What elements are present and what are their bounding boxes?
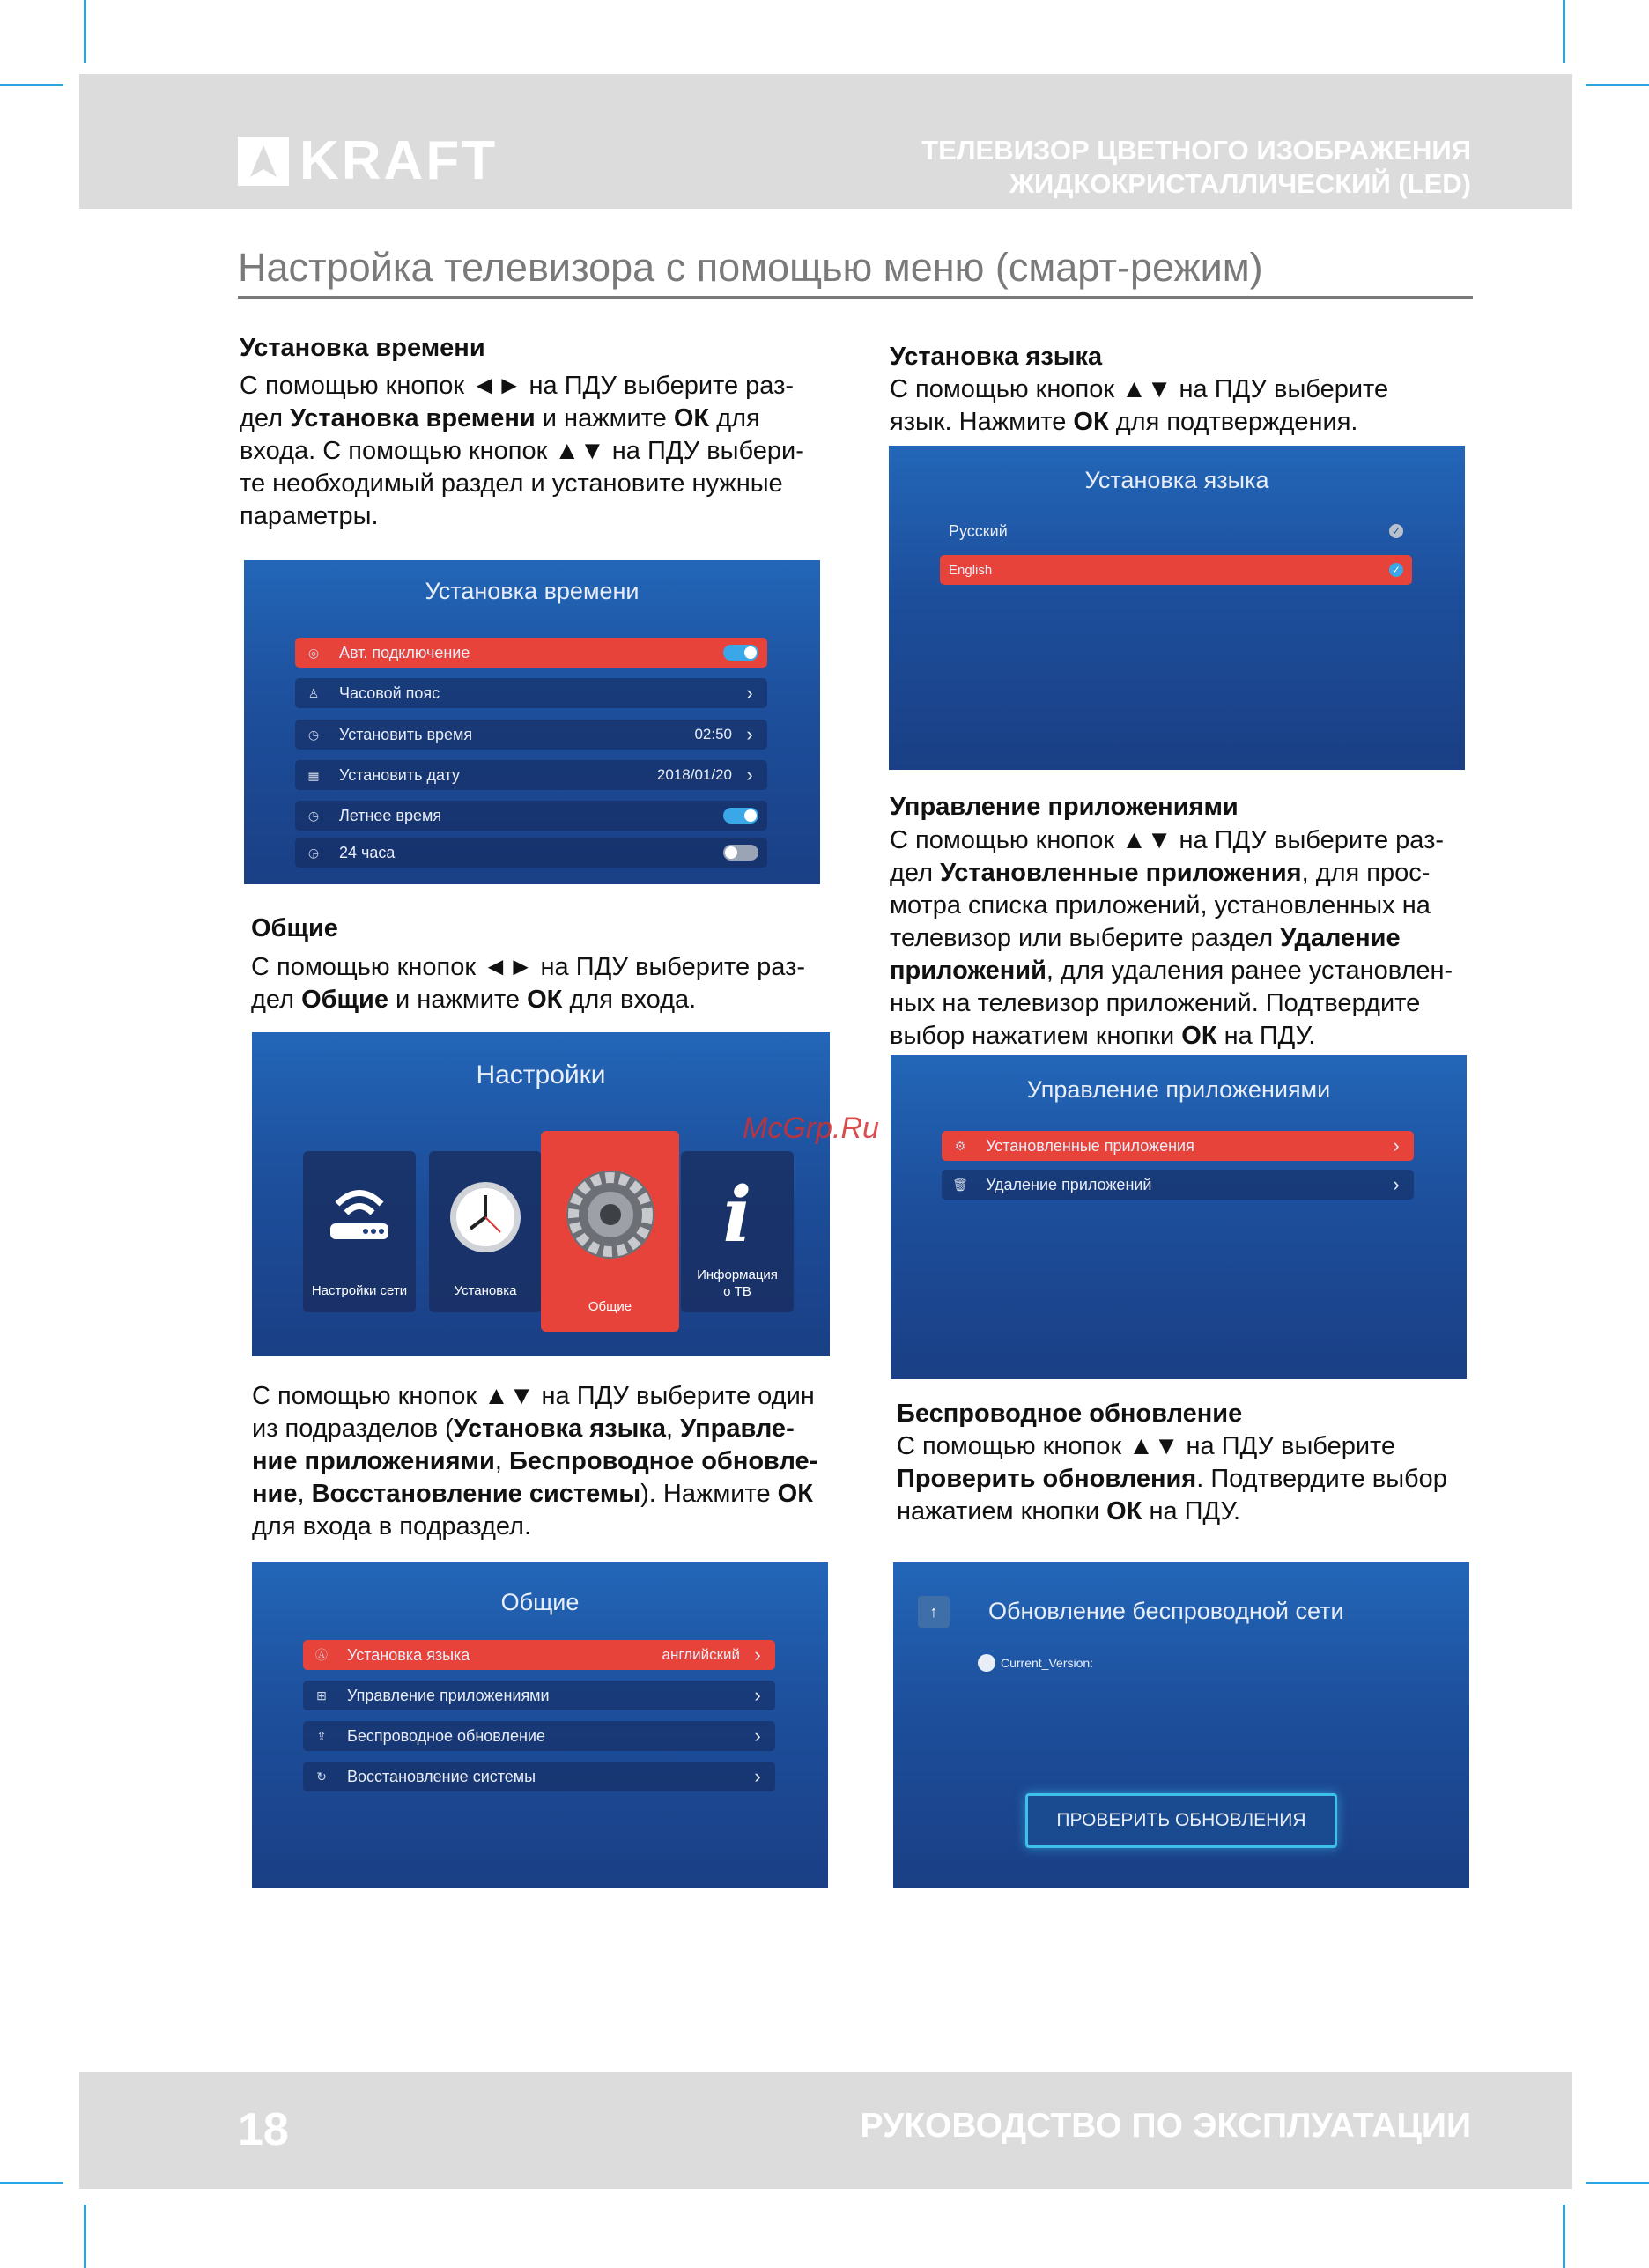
- row-label: Беспроводное обновление: [347, 1726, 545, 1745]
- version-label: Current_Version:: [1001, 1656, 1094, 1670]
- row-label: Установка языка: [347, 1645, 470, 1664]
- text-line: [890, 955, 1524, 987]
- text-line: [890, 857, 1524, 890]
- time-settings-screenshot: [244, 560, 820, 884]
- screen-title: Настройки: [476, 1060, 606, 1090]
- text-span: телевизор или выберите раздел: [890, 924, 1281, 952]
- settings-screenshot: [252, 1032, 830, 1356]
- text-span: , для прос-: [1301, 859, 1431, 887]
- check-updates-button[interactable]: ПРОВЕРИТЬ ОБНОВЛЕНИЯ: [1025, 1793, 1337, 1848]
- text-span: на ПДУ.: [1142, 1497, 1241, 1526]
- menu-row-auto-connect[interactable]: [295, 638, 767, 668]
- row-label: Русский: [949, 521, 1008, 540]
- text-span: выбор нажатием кнопки: [890, 1022, 1182, 1050]
- text-bold: ОК: [777, 1480, 813, 1508]
- crop-mark: [1586, 84, 1649, 86]
- chevron-right-icon: ›: [1393, 1134, 1400, 1156]
- text-line: С помощью кнопок ◄► на ПДУ выберите раз-: [251, 953, 806, 981]
- text-span: ,: [494, 1447, 509, 1475]
- router-wifi-icon: [320, 1178, 399, 1248]
- upload-icon: ↑: [918, 1596, 950, 1628]
- apps-heading: Управление приложениями: [890, 793, 1239, 821]
- text-span: . Подтвердите выбор: [1196, 1465, 1447, 1493]
- check-icon: ✓: [1389, 563, 1403, 577]
- general-heading: Общие: [251, 914, 338, 942]
- crop-mark: [1586, 2182, 1649, 2184]
- screen-title: Общие: [500, 1589, 580, 1615]
- text-line: [897, 1496, 1531, 1528]
- text-bold: ОК: [1181, 1022, 1217, 1050]
- text-span: , для удаления ранее установлен-: [1046, 957, 1453, 985]
- text-line: С помощью кнопок ▲▼ на ПДУ выберите один: [252, 1382, 815, 1410]
- text-bold: Проверить обновления: [897, 1465, 1197, 1493]
- text-bold: ОК: [1073, 408, 1109, 436]
- language-icon: Ⓐ: [315, 1648, 328, 1662]
- text-span: ,: [297, 1480, 312, 1508]
- text-span: и нажмите: [535, 404, 674, 432]
- language-paragraph: [890, 373, 1506, 439]
- language-heading: Установка языка: [890, 343, 1103, 371]
- toggle-on[interactable]: [723, 808, 758, 824]
- upload-icon: ⇪: [316, 1728, 327, 1743]
- general-paragraph: [251, 951, 868, 1016]
- header-title: [678, 134, 1471, 201]
- tile-network[interactable]: [303, 1151, 416, 1312]
- text-bold: Удаление: [1280, 924, 1401, 952]
- menu-row-language[interactable]: [303, 1640, 775, 1670]
- row-label: 24 часа: [339, 843, 396, 861]
- text-line: мотра списка приложений, установленных на: [890, 891, 1431, 920]
- clock-icon: ◷: [307, 727, 320, 742]
- text-span: для подтверждения.: [1108, 408, 1358, 436]
- clock-icon: [446, 1178, 525, 1257]
- text-line: [252, 1445, 877, 1478]
- tile-label-line: Информация: [697, 1267, 778, 1282]
- text-line: С помощью кнопок ▲▼ на ПДУ выберите: [890, 375, 1389, 403]
- text-bold: приложений: [890, 957, 1046, 985]
- clock-icon: ◷: [307, 808, 320, 823]
- row-label: Летнее время: [339, 806, 442, 824]
- menu-row-summer-time[interactable]: [295, 801, 767, 831]
- tile-setup[interactable]: [429, 1151, 542, 1312]
- text-line: С помощью кнопок ▲▼ на ПДУ выберите раз-: [890, 826, 1445, 854]
- text-bold: ОК: [673, 404, 710, 432]
- row-label: Авт. подключение: [339, 643, 470, 661]
- menu-row-system-restore[interactable]: [303, 1762, 775, 1791]
- row-label: English: [949, 562, 993, 578]
- refresh-icon: ↻: [316, 1769, 327, 1784]
- text-span: дел: [890, 859, 941, 887]
- clock-check-icon: ◶: [307, 845, 320, 860]
- chevron-right-icon: ›: [754, 1725, 761, 1747]
- tile-label: Общие: [588, 1299, 632, 1314]
- section-title: Настройка телевизора с помощью меню (смарт-режим): [238, 245, 1473, 299]
- brand-logo: [238, 130, 499, 191]
- text-line: С помощью кнопок ▲▼ на ПДУ выберите: [897, 1432, 1396, 1460]
- info-circle-icon: [978, 1654, 995, 1672]
- text-line: С помощью кнопок ◄► на ПДУ выберите раз-: [240, 372, 795, 400]
- text-bold: Беспроводное обновле-: [508, 1447, 818, 1475]
- text-line: параметры.: [240, 502, 379, 530]
- text-line: [240, 403, 856, 435]
- crop-mark: [84, 2205, 86, 2268]
- row-label: Восстановление системы: [347, 1767, 536, 1785]
- time-paragraph: [240, 370, 856, 533]
- screen-title: Установка времени: [425, 578, 640, 604]
- menu-row-24h[interactable]: [295, 838, 767, 868]
- text-span: ). Нажмите: [640, 1480, 778, 1508]
- watermark: McGrp.Ru: [743, 1112, 879, 1145]
- row-value: английский: [662, 1646, 740, 1663]
- text-bold: ние: [252, 1480, 298, 1508]
- screen-title: Управление приложениями: [1026, 1076, 1331, 1103]
- text-bold: Установка времени: [290, 404, 536, 432]
- menu-row-wireless-update[interactable]: [303, 1721, 775, 1751]
- text-span: нажатием кнопки: [897, 1497, 1107, 1526]
- language-screenshot: [889, 446, 1465, 770]
- info-icon: i: [722, 1171, 752, 1260]
- chevron-right-icon: ›: [754, 1644, 761, 1666]
- text-line: ных на телевизор приложений. Подтвердите: [890, 989, 1421, 1017]
- text-span: на ПДУ.: [1216, 1022, 1316, 1050]
- row-label: Установить дату: [339, 765, 461, 784]
- wireless-update-screenshot: [893, 1562, 1469, 1888]
- text-span: для входа.: [562, 986, 697, 1014]
- chevron-right-icon: ›: [754, 1684, 761, 1706]
- menu-row-set-date[interactable]: [295, 760, 767, 790]
- text-bold: Восстановление системы: [311, 1480, 641, 1508]
- crop-mark: [1563, 0, 1565, 63]
- text-bold: ние приложениями: [252, 1447, 495, 1475]
- menu-row-uninstall-apps[interactable]: [942, 1170, 1414, 1200]
- screen-title: Установка языка: [1084, 467, 1269, 493]
- crop-mark: [1563, 2205, 1565, 2268]
- text-bold: Установка языка: [453, 1415, 667, 1443]
- text-span: ,: [666, 1415, 681, 1443]
- tile-general[interactable]: [541, 1131, 679, 1332]
- time-heading: Установка времени: [240, 334, 485, 362]
- chevron-right-icon: ›: [1393, 1173, 1400, 1195]
- chevron-right-icon: ›: [746, 723, 753, 745]
- current-version-row: [978, 1654, 1093, 1672]
- trash-icon: 🗑: [952, 1177, 968, 1192]
- text-line: [890, 1020, 1524, 1053]
- row-label: Управление приложениями: [347, 1686, 550, 1704]
- chevron-right-icon: ›: [754, 1765, 761, 1787]
- text-span: язык. Нажмите: [890, 408, 1074, 436]
- apps-icon: ⚙: [954, 1138, 966, 1153]
- text-bold: Управле-: [680, 1415, 795, 1443]
- tile-label: [681, 1267, 794, 1300]
- toggle-off[interactable]: [723, 845, 758, 861]
- text-bold: ОК: [527, 986, 563, 1014]
- text-line: [251, 984, 868, 1016]
- kraft-logo-icon: [238, 137, 289, 186]
- globe-icon: ◎: [307, 645, 320, 660]
- text-bold: ОК: [1106, 1497, 1142, 1526]
- text-span: и нажмите: [388, 986, 528, 1014]
- crop-mark: [0, 2182, 63, 2184]
- language-option-russian[interactable]: [940, 516, 1412, 546]
- row-label: Удаление приложений: [986, 1175, 1152, 1193]
- tile-label: Настройки сети: [311, 1283, 408, 1298]
- text-span: дел: [240, 404, 291, 432]
- language-option-english[interactable]: [940, 555, 1412, 585]
- text-line: [252, 1413, 877, 1445]
- tile-label-line: о ТВ: [723, 1284, 751, 1299]
- screen-title: Обновление беспроводной сети: [988, 1598, 1344, 1624]
- apps-grid-icon: ⊞: [316, 1688, 327, 1703]
- menu-row-set-time[interactable]: [295, 720, 767, 750]
- page-number: 18: [238, 2104, 289, 2155]
- text-line: входа. С помощью кнопок ▲▼ на ПДУ выбери-: [240, 437, 804, 465]
- subsections-paragraph: [252, 1380, 877, 1543]
- general-menu-screenshot: [252, 1562, 828, 1888]
- footer-title: РУКОВОДСТВО ПО ЭКСПЛУАТАЦИИ: [860, 2107, 1471, 2145]
- menu-row-timezone[interactable]: [295, 678, 767, 708]
- crop-mark: [0, 84, 63, 86]
- text-span: дел: [251, 986, 302, 1014]
- gear-icon: [562, 1166, 659, 1263]
- chevron-right-icon: ›: [746, 764, 753, 786]
- apps-paragraph: [890, 824, 1524, 1053]
- text-line: [252, 1478, 877, 1511]
- update-paragraph: [897, 1430, 1531, 1528]
- text-bold: Общие: [301, 986, 388, 1014]
- person-icon: ♙: [307, 685, 320, 700]
- text-line: [897, 1463, 1531, 1496]
- calendar-icon: ▦: [307, 767, 320, 782]
- brand-name: KRAFT: [299, 130, 499, 191]
- row-label: Установленные приложения: [986, 1136, 1194, 1155]
- menu-row-installed-apps[interactable]: [942, 1131, 1414, 1161]
- header-title-line2: ЖИДКОКРИСТАЛЛИЧЕСКИЙ (LED): [1009, 168, 1471, 199]
- header-title-line1: ТЕЛЕВИЗОР ЦВЕТНОГО ИЗОБРАЖЕНИЯ: [921, 135, 1471, 166]
- text-line: для входа в подраздел.: [252, 1512, 532, 1540]
- apps-screenshot: [891, 1055, 1467, 1379]
- check-icon: ✓: [1389, 524, 1403, 538]
- chevron-right-icon: ›: [746, 682, 753, 704]
- row-value: 02:50: [694, 726, 732, 742]
- menu-row-app-management[interactable]: [303, 1681, 775, 1710]
- row-value: 2018/01/20: [656, 766, 732, 783]
- text-span: из подразделов (: [252, 1415, 454, 1443]
- tile-tv-info[interactable]: [681, 1151, 794, 1312]
- row-label: Часовой пояс: [339, 683, 440, 702]
- text-line: [890, 922, 1524, 955]
- text-bold: Установленные приложения: [940, 859, 1302, 887]
- text-line: те необходимый раздел и установите нужные: [240, 469, 783, 498]
- toggle-on[interactable]: [723, 645, 758, 661]
- text-span: для: [709, 404, 760, 432]
- row-label: Установить время: [339, 725, 473, 743]
- update-heading: Беспроводное обновление: [897, 1400, 1243, 1428]
- crop-mark: [84, 0, 86, 63]
- tile-label: Установка: [454, 1283, 517, 1298]
- text-line: [890, 406, 1506, 439]
